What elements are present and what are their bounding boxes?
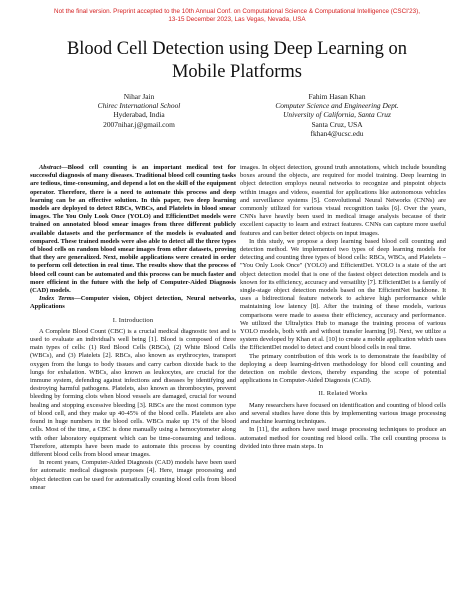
body-paragraph: Many researchers have focused on identification and counting of blood cells and several studies have done this by implementing various image processing and machine learning techniques. bbox=[240, 401, 446, 426]
preprint-notice-line-1: Not the final version. Preprint accepted to the 10th Annual Conf. on Computational Science & Computational Intelligence (CSCI'23), bbox=[54, 8, 420, 15]
author-location: Hyderabad, India bbox=[113, 110, 165, 120]
index-terms-lead: Index Terms bbox=[39, 295, 75, 303]
author-affiliation: Computer Science and Engineering Dept. bbox=[275, 101, 399, 111]
preprint-notice bbox=[0, 8, 474, 24]
author-email: fkhan4@ucsc.edu bbox=[310, 128, 364, 138]
body-paragraph: In [11], the authors have used image processing techniques to produce an automated method for counting red blood cells. The cell counting process is divided into three main steps. In bbox=[240, 426, 446, 450]
index-terms-text: —Computer vision, Object detection, Neural networks, Applications bbox=[30, 295, 236, 311]
abstract bbox=[30, 164, 236, 295]
body-paragraph: In this study, we propose a deep learning based blood cell counting and detection method. We implemented two types of deep learning models for detecting and counting three types of blood cells: RBCs, WBCs, and Platelets – "You Only Look Once" (YOLO) and EfficientDet. YOLO is a state of the art object detection model that is one of the fastest object detection models and is known for its efficiency, accuracy and versatility [7]. EfficientDet is a family of single-stage object detection models based on the EfficientNet backbone. It uses a bidirectional feature network to achieve high performance while maintaining low latency [8]. After the training of these models, various comparisons were made to assess their efficiency, accuracy and performance. We utilized the Ultralytics Hub to manage the training process of various YOLO models, both with and without transfer learning [9]. Next, we utilize a system developed by Khan et al. [10] to create a mobile application which uses the EfficientDet model to detect and count blood cells in real time. bbox=[240, 237, 446, 352]
paper-title bbox=[20, 38, 454, 84]
author-email: 2007nihar.j@gmail.com bbox=[103, 119, 175, 129]
author-name: Fahim Hasan Khan bbox=[308, 92, 366, 101]
body-paragraph-continued: images. In object detection, ground truth annotations, which include bounding boxes around the objects, are required for model training. Deep learning in object detection employs neural networks to recognize and pinpoint objects within images and videos, essential for applications like autonomous vehicles and surveillance systems [5]. Convolutional Neural Networks (CNNs) are commonly utilized for various visual recognition tasks [6]. Over the years, CNNs have heavily been used in medical image analysis because of their excellent capacity to learn and extract features. CNNs can capture more useful features and can better detect objects on input images. bbox=[240, 164, 446, 237]
author-location: Santa Cruz, USA bbox=[311, 119, 363, 129]
paper-title-line-2: Mobile Platforms bbox=[171, 62, 302, 82]
body-paragraph: The primary contribution of this work is to demonstrate the feasibility of deploying a deep learning-driven methodology for blood cell counting and detection on mobile devices, thereby expanding the scope of potential applications in Computer-Aided Diagnosis (CAD). bbox=[240, 352, 446, 385]
right-column bbox=[240, 164, 446, 451]
author-name: Nihar Jain bbox=[123, 92, 155, 101]
preprint-notice-line-2: 13-15 December 2023, Las Vegas, Nevada, USA bbox=[168, 16, 306, 23]
body-paragraph: In recent years, Computer-Aided Diagnosis (CAD) models have been used for automatic medical diagnosis purposes [4]. Here, image processing and object detection can be used for automatically counting blood cells from blood smear bbox=[30, 459, 236, 491]
abstract-lead: Abstract bbox=[39, 164, 62, 171]
author-block-1 bbox=[44, 92, 234, 129]
author-affiliation: Chirec International School bbox=[97, 101, 181, 111]
index-terms bbox=[30, 295, 236, 311]
paper-title-line-1: Blood Cell Detection using Deep Learning on bbox=[66, 39, 408, 59]
section-heading-introduction: I. Introduction bbox=[112, 316, 154, 324]
left-column bbox=[30, 164, 236, 492]
section-heading-related-works: II. Related Works bbox=[318, 390, 368, 398]
author-block-2 bbox=[242, 92, 432, 138]
abstract-text: —Blood cell counting is an important medical test for successful diagnosis of many diseases. Traditional blood cell counting tasks are tedious, time-consuming, and depend a lot on the skill of the equipment operator. Therefore, there is a need to automate this process and deep learning can be an effective solution. In this paper, two deep learning models are deployed to detect RBCs, WBCs, and Platelets in blood smear images. The You Only Look Once (YOLO) and EfficientDet models were trained on annotated blood smear images from three different publicly available datasets and the performance of the models is evaluated and compared. These trained models were also able to detect all the three types of blood cells on random blood smear images from other datasets, proving that they are generalized. Next, mobile applications were created in order to perform cell detection in real time. The results show that the process of blood cell count can be automated and this process can be much faster and more efficient in the future with the help of Computer-Aided Diagnosis (CAD) models. bbox=[30, 164, 236, 295]
body-paragraph: A Complete Blood Count (CBC) is a crucial medical diagnostic test and is used to evaluate an individual's well being [1]. Blood is composed of three main types of cells: (1) Red Blood Cells (RBCs), (2) White Blood Cells (WBCs), and (3) Platelets [2]. RBCs, also known as erythrocytes, transport oxygen from the lungs to body tissues and carry carbon dioxide back to the lungs for exhalation. WBCs, also known as leukocytes, are crucial for the immune system, defending against infections and diseases by identifying and destroying harmful pathogens. Platelets, also known as thrombocytes, prevent bleeding by forming clots when blood vessels are damaged, crucial for wound healing and stopping excessive bleeding [3]. RBCs are the most common type of blood cell, and they make up 40-45% of the blood cells. Platelets are also found in huge numbers in the blood cells. WBCs make up 1% of the blood cells. Most of the time, a CBC is done manually using a hemocytometer along with other laboratory equipment which can be time-consuming and tedious. Therefore, attempts have been made to automate this process by counting different blood cells from blood smear images. bbox=[30, 327, 236, 458]
author-university: University of California, Santa Cruz bbox=[283, 110, 391, 120]
